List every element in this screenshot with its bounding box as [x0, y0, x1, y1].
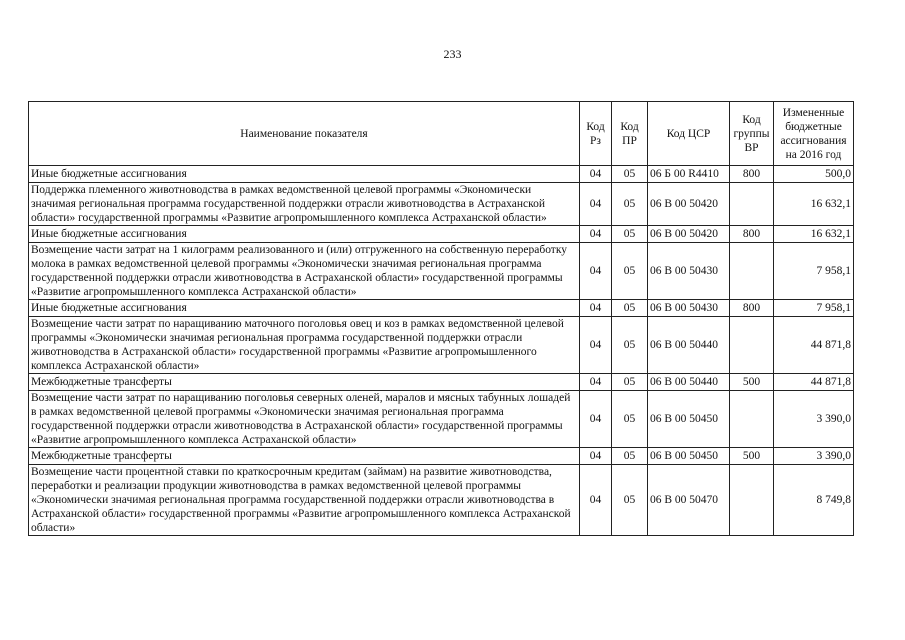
row-rz: 04	[580, 300, 612, 317]
header-vr: Код группы ВР	[730, 102, 774, 166]
table-row	[29, 448, 854, 465]
row-pr: 05	[612, 166, 648, 183]
page-number: 233	[443, 47, 462, 61]
table-row	[29, 166, 854, 183]
row-vr	[730, 391, 774, 448]
table-row	[29, 243, 854, 300]
row-vr: 500	[730, 374, 774, 391]
row-name: Возмещение части затрат по наращиванию поголовья северных оленей, маралов и мясных табунных лошадей в рамках ведомственной целевой программы «Экономически значимая региональная программа государственной поддержки отрасли животноводства в Астраханской области» государственной программы «Развитие агропромышленного комплекса Астраханской области»	[29, 391, 580, 448]
row-rz: 04	[580, 317, 612, 374]
row-pr: 05	[612, 183, 648, 226]
row-name: Межбюджетные трансферты	[29, 448, 580, 465]
row-vr: 500	[730, 448, 774, 465]
row-amount: 16 632,1	[774, 226, 854, 243]
row-name: Иные бюджетные ассигнования	[29, 226, 580, 243]
table-row	[29, 317, 854, 374]
row-rz: 04	[580, 465, 612, 536]
row-rz: 04	[580, 391, 612, 448]
row-vr: 800	[730, 300, 774, 317]
row-name: Межбюджетные трансферты	[29, 374, 580, 391]
row-rz: 04	[580, 243, 612, 300]
row-vr	[730, 183, 774, 226]
table-row	[29, 391, 854, 448]
row-name: Возмещение части процентной ставки по краткосрочным кредитам (займам) на развитие животноводства, переработки и реализации продукции животноводства в рамках ведомственной целевой программы «Экономически значимая региональная программа государственной поддержки отрасли животноводства в Астраханской области» государственной программы «Развитие агропромышленного комплекса Астраханской области»	[29, 465, 580, 536]
row-rz: 04	[580, 226, 612, 243]
row-csr: 06 В 00 50430	[648, 300, 730, 317]
header-csr: Код ЦСР	[648, 102, 730, 166]
row-csr: 06 В 00 50440	[648, 317, 730, 374]
row-amount: 44 871,8	[774, 374, 854, 391]
row-amount: 16 632,1	[774, 183, 854, 226]
row-csr: 06 В 00 50430	[648, 243, 730, 300]
row-pr: 05	[612, 391, 648, 448]
row-csr: 06 В 00 50420	[648, 183, 730, 226]
header-amount: Измененные бюджетные ассигнования на 2016 год	[774, 102, 854, 166]
row-pr: 05	[612, 465, 648, 536]
row-name: Поддержка племенного животноводства в рамках ведомственной целевой программы «Экономически значимая региональная программа государственной поддержки отрасли животноводства в Астраханской области» государственной программы «Развитие агропромышленного комплекса Астраханской области»	[29, 183, 580, 226]
row-vr	[730, 317, 774, 374]
row-rz: 04	[580, 374, 612, 391]
row-csr: 06 В 00 50450	[648, 391, 730, 448]
row-amount: 7 958,1	[774, 243, 854, 300]
row-vr: 800	[730, 226, 774, 243]
header-rz: Код Рз	[580, 102, 612, 166]
row-pr: 05	[612, 243, 648, 300]
row-amount: 500,0	[774, 166, 854, 183]
table-row	[29, 465, 854, 536]
row-amount: 44 871,8	[774, 317, 854, 374]
table-row	[29, 183, 854, 226]
row-name: Иные бюджетные ассигнования	[29, 300, 580, 317]
row-pr: 05	[612, 300, 648, 317]
row-vr: 800	[730, 166, 774, 183]
row-csr: 06 В 00 50420	[648, 226, 730, 243]
table-row	[29, 374, 854, 391]
row-pr: 05	[612, 317, 648, 374]
row-pr: 05	[612, 226, 648, 243]
row-amount: 3 390,0	[774, 448, 854, 465]
table-row	[29, 300, 854, 317]
row-vr	[730, 465, 774, 536]
header-name: Наименование показателя	[29, 102, 580, 166]
header-row	[29, 102, 854, 166]
row-rz: 04	[580, 166, 612, 183]
row-pr: 05	[612, 374, 648, 391]
header-pr: Код ПР	[612, 102, 648, 166]
row-name: Иные бюджетные ассигнования	[29, 166, 580, 183]
row-csr: 06 В 00 50440	[648, 374, 730, 391]
row-amount: 7 958,1	[774, 300, 854, 317]
row-rz: 04	[580, 183, 612, 226]
row-pr: 05	[612, 448, 648, 465]
table-row	[29, 226, 854, 243]
row-csr: 06 В 00 50470	[648, 465, 730, 536]
row-csr: 06 В 00 50450	[648, 448, 730, 465]
row-name: Возмещение части затрат на 1 килограмм реализованного и (или) отгруженного на собственную переработку молока в рамках ведомственной целевой программы «Экономически значимая региональная программа государственной поддержки отрасли животноводства в Астраханской области» государственной программы «Развитие агропромышленного комплекса Астраханской области»	[29, 243, 580, 300]
row-rz: 04	[580, 448, 612, 465]
row-name: Возмещение части затрат по наращиванию маточного поголовья овец и коз в рамках ведомственной целевой программы «Экономически значимая региональная программа государственной поддержки отрасли животноводства в Астраханской области» государственной программы «Развитие агропромышленного комплекса Астраханской области»	[29, 317, 580, 374]
budget-table	[28, 101, 854, 536]
row-csr: 06 Б 00 R4410	[648, 166, 730, 183]
row-amount: 3 390,0	[774, 391, 854, 448]
row-vr	[730, 243, 774, 300]
row-amount: 8 749,8	[774, 465, 854, 536]
